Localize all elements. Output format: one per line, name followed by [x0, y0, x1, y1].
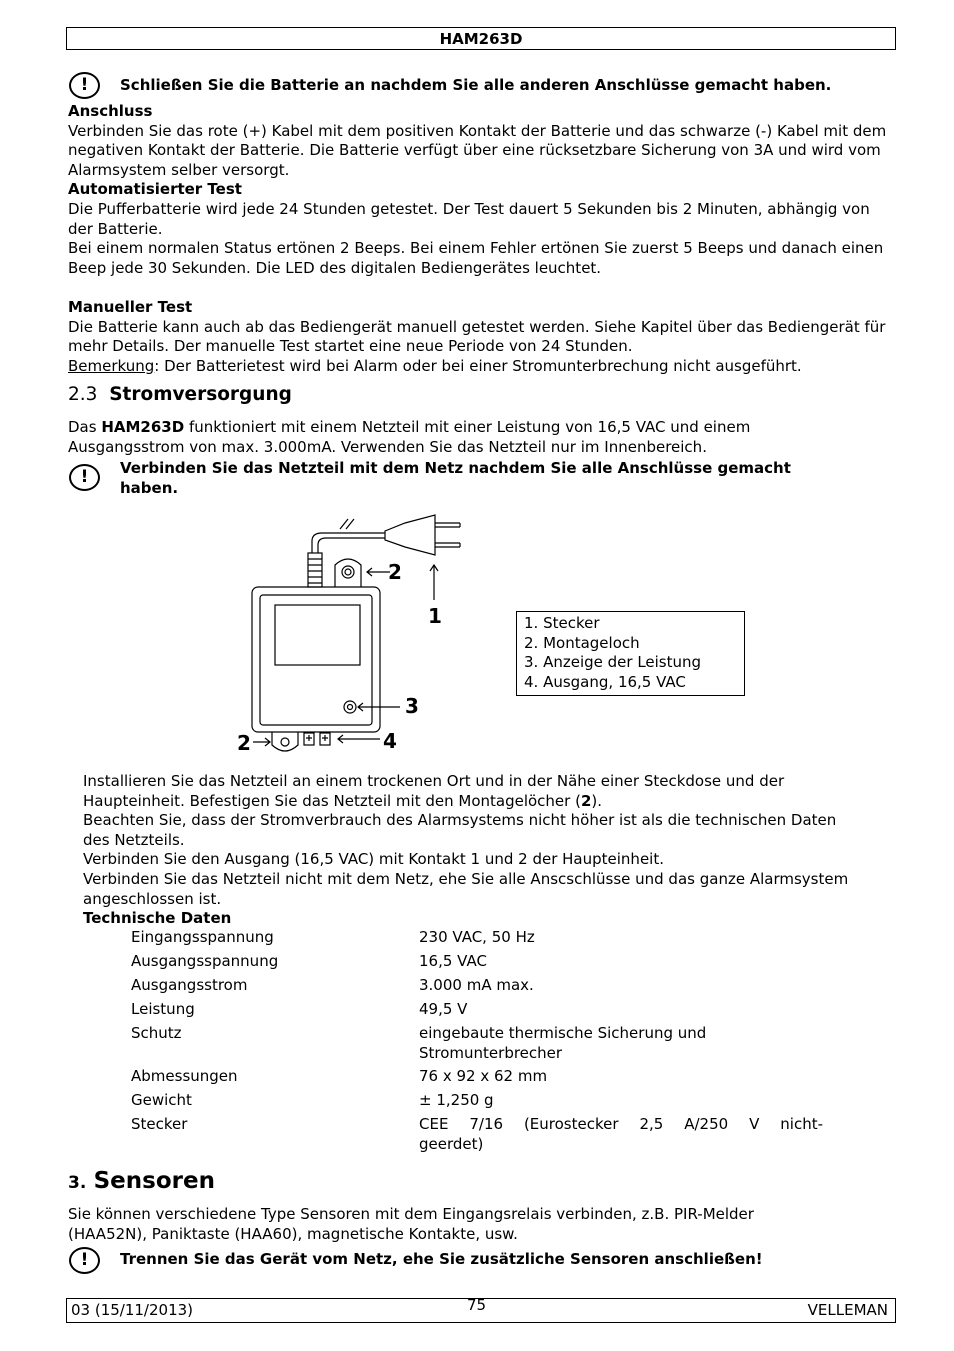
spec-value: 16,5 VAC: [419, 952, 487, 970]
warning-glyph: !: [80, 75, 89, 95]
manual-test-heading: Manueller Test: [68, 297, 193, 316]
arrow-2-bottom: [253, 738, 270, 746]
mounting-ear-bottom: [272, 732, 298, 751]
tech-specs-table: [131, 928, 823, 1154]
housing: [252, 587, 380, 732]
figure-legend: [516, 611, 745, 696]
arrow-3: [358, 703, 400, 711]
power-intro: [68, 418, 828, 457]
page-footer: [66, 1298, 896, 1323]
section-title: Sensoren: [93, 1168, 215, 1194]
section-title: Stromversorgung: [109, 384, 292, 405]
spec-key: Stecker: [131, 1115, 188, 1134]
spec-value: 49,5 V: [419, 1000, 468, 1018]
power-supply-figure: [230, 505, 470, 755]
anschluss-text: Verbinden Sie das rote (+) Kabel mit dem positiven Kontakt der Batterie und das schwarze (-) Kabel mit dem negativen Kontakt der Batterie. Die Batterie verfügt über eine rücksetzbare Sicherung von 3A und wird vom Alarmsystem selber versorgt.: [68, 121, 887, 179]
table-row: [131, 1000, 823, 1024]
auto-test-heading: Automatisierter Test: [68, 180, 242, 199]
arrow-1: [430, 565, 438, 600]
spec-key: Ausgangsstrom: [131, 976, 248, 994]
plug-pin: [435, 523, 460, 527]
cable: [312, 533, 385, 553]
spec-value: eingebaute thermische Sicherung und Stromunterbrecher: [419, 1024, 707, 1062]
tech-heading: Technische Daten: [83, 909, 232, 928]
page-number: 75: [467, 1296, 487, 1314]
spec-key: Gewicht: [131, 1091, 192, 1110]
anschluss-section: [68, 102, 892, 376]
warning-sensors: Trennen Sie das Gerät vom Netz, ehe Sie zusätzliche Sensoren anschließen!: [120, 1250, 763, 1268]
table-row: [131, 1091, 823, 1115]
table-row: [131, 1115, 823, 1154]
install-line1-ref: 2: [580, 791, 592, 810]
spec-value: 230 VAC, 50 Hz: [419, 928, 535, 946]
mounting-ear-top: [335, 559, 361, 587]
warning-icon: [69, 464, 100, 491]
section-heading-2-3: [68, 385, 292, 405]
intro-model: HAM263D: [101, 418, 185, 436]
arrow-2-top: [367, 568, 390, 576]
mounting-hole-bottom: [281, 738, 289, 746]
warning-glyph: !: [80, 467, 89, 487]
auto-test-text1: Die Pufferbatterie wird jede 24 Stunden getestet. Der Test dauert 5 Sekunden bis 2 Minuten, abhängig von der Batterie.: [68, 199, 870, 238]
warning-icon: [69, 72, 100, 99]
warning-icon: [69, 1247, 100, 1274]
spec-value: ± 1,250 g: [419, 1091, 494, 1110]
header-title: HAM263D: [439, 30, 523, 48]
intro-post: funktioniert mit einem Netzteil mit einer Leistung von 16,5 VAC und einem Ausgangsstrom von max. 3.000mA. Verwenden Sie das Netzteil nur im Innenbereich.: [68, 418, 751, 456]
section-number: 3.: [68, 1173, 87, 1193]
spacer: [68, 278, 892, 298]
page-header: [66, 27, 896, 50]
legend-item: 2. Montageloch: [524, 633, 640, 652]
spec-key: Abmessungen: [131, 1067, 238, 1086]
legend-item: 3. Anzeige der Leistung: [524, 653, 702, 671]
install-line3: Verbinden Sie den Ausgang (16,5 VAC) mit Kontakt 1 und 2 der Haupteinheit.: [83, 850, 664, 869]
legend-item: 1. Stecker: [524, 614, 600, 632]
spec-key: Ausgangsspannung: [131, 952, 279, 970]
note-text: : Der Batterietest wird bei Alarm oder bei einer Stromunterbrechung nicht ausgeführt.: [154, 356, 802, 375]
section-heading-3: [68, 1167, 215, 1197]
anschluss-heading: Anschluss: [68, 102, 153, 120]
spec-key: Schutz: [131, 1024, 182, 1042]
spec-value: 76 x 92 x 62 mm: [419, 1067, 548, 1086]
install-line1: [83, 772, 855, 811]
spec-key: Leistung: [131, 1000, 195, 1018]
warning-battery: Schließen Sie die Batterie an nachdem Sie alle anderen Anschlüsse gemacht haben.: [120, 76, 832, 94]
install-line1-post: ).: [591, 791, 602, 810]
callout-3: 3: [405, 694, 419, 718]
install-line4: Verbinden Sie das Netzteil nicht mit dem Netz, ehe Sie alle Anscschlüsse und das ganze Alarmsystem angeschlossen ist.: [83, 869, 849, 908]
callout-1: 1: [428, 604, 442, 628]
label-window: [275, 605, 360, 665]
table-row: [131, 952, 823, 976]
legend-item: 4. Ausgang, 16,5 VAC: [524, 672, 686, 691]
spec-key: Eingangsspannung: [131, 928, 274, 946]
cable-strain-relief: [308, 553, 322, 587]
plug-body: [385, 515, 435, 555]
install-line1-pre: Installieren Sie das Netzteil an einem trockenen Ort und in der Nähe einer Steckdose und der Haupteinheit. Befestigen Sie das Netzteil mit den Montagelöcher (: [83, 772, 785, 810]
warning-power: Verbinden Sie das Netzteil mit dem Netz nachdem Sie alle Anschlüsse gemacht haben.: [120, 459, 791, 497]
mounting-hole-top: [342, 566, 354, 578]
section-number: 2.3: [68, 384, 98, 405]
table-row: [131, 1024, 823, 1067]
spec-value: [419, 1115, 823, 1154]
auto-test-text2: Bei einem normalen Status ertönen 2 Beeps. Bei einem Fehler ertönen Sie zuerst 5 Beeps und danach einen Beep jede 30 Sekunden. Die LED des digitalen Bediengerätes leuchtet.: [68, 239, 884, 277]
footer-date: 03 (15/11/2013): [71, 1301, 194, 1319]
arrow-4: [338, 735, 380, 743]
manual-test-note: [68, 357, 892, 377]
intro-pre: Das: [68, 418, 102, 436]
plug-pin: [435, 543, 460, 547]
power-led: [344, 701, 356, 713]
manual-test-text: Die Batterie kann auch ab das Bediengerät manuell getestet werden. Siehe Kapitel über das Bediengerät für mehr Details. Der manuelle Test startet eine neue Periode von 24 Stunden.: [68, 317, 886, 356]
spec-value-line2: geerdet): [419, 1134, 484, 1153]
warning-glyph: !: [80, 1250, 89, 1270]
footer-brand: VELLEMAN: [807, 1301, 888, 1319]
spec-value: 3.000 mA max.: [419, 976, 534, 994]
table-row: [131, 928, 823, 952]
callout-2-bottom: 2: [237, 731, 251, 755]
callout-4: 4: [383, 729, 397, 753]
spec-value-line1: CEE 7/16 (Eurostecker 2,5 A/250 V nicht-: [419, 1115, 823, 1134]
sensors-text: Sie können verschiedene Type Sensoren mit dem Eingangsrelais verbinden, z.B. PIR-Melder (HAA52N), Paniktaste (HAA60), magnetische Kontakte, usw.: [68, 1205, 754, 1243]
callout-2-top: 2: [388, 560, 402, 584]
table-row: [131, 1067, 823, 1091]
table-row: [131, 976, 823, 1000]
install-line2: Beachten Sie, dass der Stromverbrauch des Alarmsystems nicht höher ist als die technischen Daten des Netzteils.: [83, 811, 837, 849]
note-label: Bemerkung: [68, 356, 155, 375]
install-instructions: [83, 772, 855, 929]
